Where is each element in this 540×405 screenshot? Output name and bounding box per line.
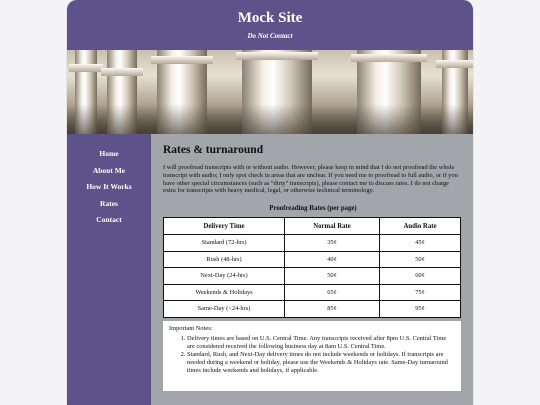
site-tagline: Do Not Contact: [247, 32, 293, 40]
table-row: [164, 284, 461, 301]
list-item: 2. Standard, Rush, and Next-Day delivery times do not include weekends or holidays. If transcripts are needed during a weekend or holiday, please use the Weekends & Holidays rate. Same-Day turnaround times include weekends and holidays, if applicable.: [187, 351, 455, 374]
table-cell: 50¢: [380, 251, 461, 268]
sidebar-nav: [67, 134, 151, 405]
table-row: [164, 251, 461, 268]
table-cell: 35¢: [285, 235, 380, 252]
notes-title: Important Notes:: [169, 324, 213, 332]
intro-paragraph: I will proofread transcripts with or without audio. However, please keep in mind that I do not proofread the whole transcript with audio; I only spot check in areas that are unclear. If you need me to proofread to full audio, or if you have other special circumstances (such as "dirty" transcripts), please contact me to discuss rates. I do not charge extra for transcripts with heavy medical, legal, or otherwise technical terminology.: [163, 164, 458, 195]
table-header-row: [164, 218, 461, 235]
table-row: [164, 235, 461, 252]
site-container: [67, 0, 473, 405]
table-cell: 65¢: [285, 284, 380, 301]
table-cell: 85¢: [285, 301, 380, 318]
page-title: Rates & turnaround: [163, 144, 264, 156]
site-header: [67, 0, 473, 50]
banner-shadow: [67, 104, 473, 134]
main-content: [151, 134, 473, 405]
table-caption: Proofreading Rates (per page): [269, 205, 357, 213]
table-cell: Rush (48-hrs): [164, 251, 285, 268]
nav-item-home[interactable]: Home: [99, 149, 119, 158]
nav-item-how-it-works[interactable]: How It Works: [86, 182, 132, 191]
list-item: 1. Delivery times are based on U.S. Central Time. Any transcripts received after 8pm U.S. Central Time are considered received the following business day at 8am U.S. Central Time.: [187, 335, 455, 351]
nav-item-about-me[interactable]: About Me: [92, 165, 126, 175]
notes-list: [169, 335, 455, 374]
table-cell: Next-Day (24-hrs): [164, 268, 285, 285]
table-cell: 50¢: [285, 268, 380, 285]
banner-image: [67, 50, 473, 134]
table-cell: Weekends & Holidays: [164, 284, 285, 301]
column-header-normal-rate: Normal Rate: [285, 218, 380, 235]
column-header-audio-rate: Audio Rate: [380, 218, 461, 235]
table-cell: 60¢: [380, 268, 461, 285]
column-header-delivery-time: Delivery Time: [164, 218, 285, 235]
nav-item-rates[interactable]: Rates: [100, 198, 118, 208]
table-row: [164, 301, 461, 318]
rates-table: [163, 217, 461, 318]
table-cell: 95¢: [380, 301, 461, 318]
table-cell: 75¢: [380, 284, 461, 301]
table-cell: Same-Day (<24-hrs): [164, 301, 285, 318]
table-cell: Standard (72-hrs): [164, 235, 285, 252]
table-cell: 45¢: [380, 235, 461, 252]
nav-item-contact[interactable]: Contact: [96, 215, 122, 224]
important-notes: [163, 321, 461, 391]
table-row: [164, 268, 461, 285]
site-title: Mock Site: [237, 10, 303, 26]
table-cell: 40¢: [285, 251, 380, 268]
